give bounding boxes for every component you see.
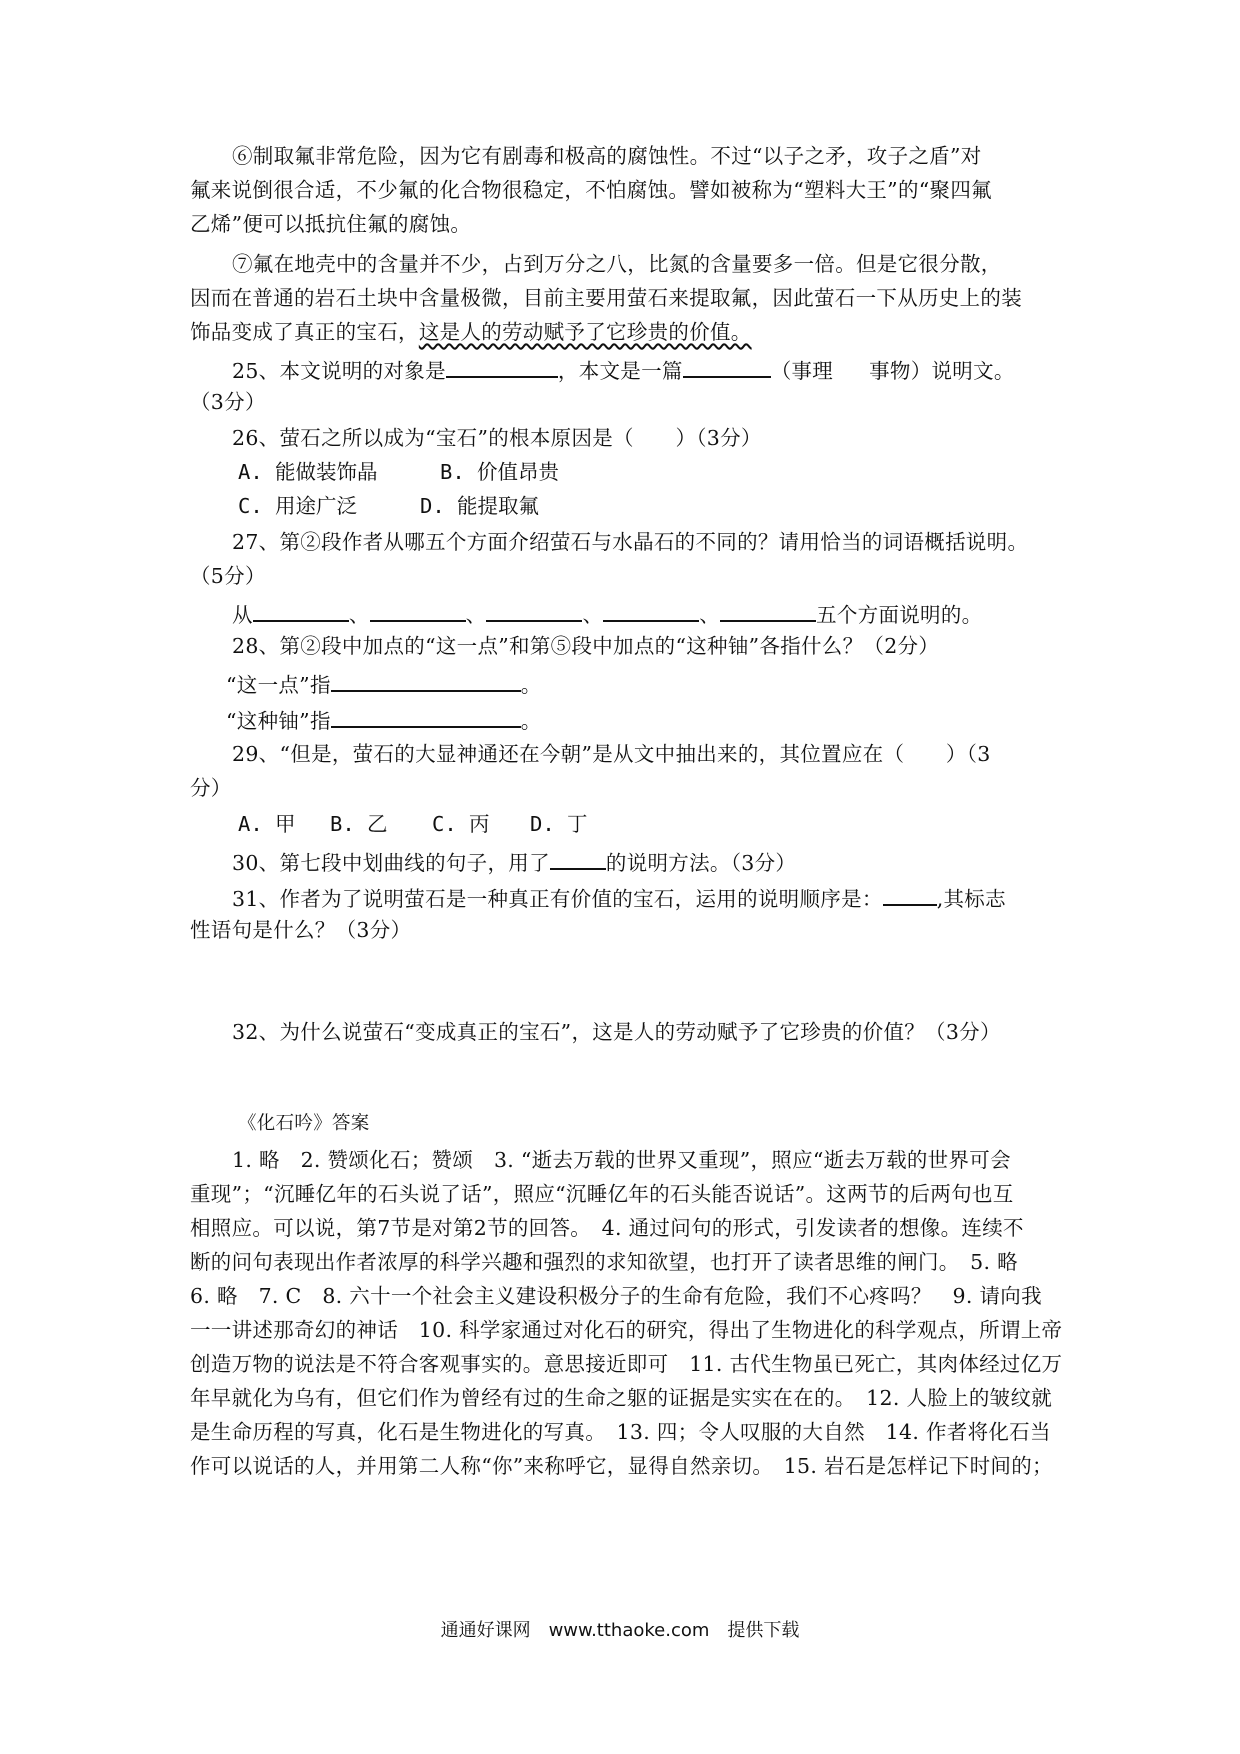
answers-line-1: 1. 略 2. 赞颂化石；赞颂 3. “逝去万载的世界又重现”，照应“逝去万载的世界可会: [232, 1148, 1011, 1172]
q26-option-c[interactable]: C. 用途广泛: [238, 494, 358, 518]
q29-option-b[interactable]: B. 乙: [330, 812, 388, 836]
answers-line-6: 一一讲述那奇幻的神话 10. 科学家通过对化石的研究，得出了生物进化的科学观点，所谓上帝: [190, 1318, 1063, 1342]
answers-line-3: 相照应。可以说，第7节是对第2节的回答。 4. 通过问句的形式，引发读者的想像。连续不: [190, 1216, 1024, 1240]
question-31-cont: 性语句是什么？（3分）: [190, 918, 412, 942]
passage-p6-line-3: 乙烯”便可以抵抗住氟的腐蚀。: [190, 212, 472, 236]
answers-line-9: 是生命历程的写真，化石是生物进化的写真。 13. 四；令人叹服的大自然 14. 作者将化石当: [190, 1420, 1051, 1444]
answers-line-5: 6. 略 7. C 8. 六十一个社会主义建设积极分子的生命有危险，我们不心疼吗？ 9. 请向我: [190, 1284, 1042, 1308]
answer-blank[interactable]: [550, 846, 606, 870]
question-29-score: 分）: [190, 776, 232, 800]
answers-title: 《化石吟》答案: [238, 1113, 370, 1134]
answers-line-2: 重现”；“沉睡亿年的石头说了话”，照应“沉睡亿年的石头能否说话”。这两节的后两句也互: [190, 1182, 1014, 1206]
answers-line-7: 创造万物的说法是不符合客观事实的。意思接近即可 11. 古代生物虽已死亡，其肉体经过亿万: [190, 1352, 1063, 1376]
question-25: 25、本文说明的对象是 ，本文是一篇 （事理 事物）说明文。: [232, 354, 1072, 385]
question-31: 31、作者为了说明萤石是一种真正有价值的宝石，运用的说明顺序是： ,其标志: [232, 882, 1072, 913]
question-27-score: （5分）: [190, 564, 266, 588]
page-footer: 通通好课网 www.tthaoke.com 提供下载: [440, 1620, 800, 1641]
question-30: 30、第七段中划曲线的句子，用了 的说明方法。（3分）: [232, 846, 1072, 877]
passage-p7-line-3: 饰品变成了真正的宝石，这是人的劳动赋予了它珍贵的价值。: [190, 320, 752, 344]
answers-line-4: 断的问句表现出作者浓厚的科学兴趣和强烈的求知欲望，也打开了读者思维的闸门。 5. 略: [190, 1250, 1018, 1274]
q26-option-b[interactable]: B. 价值昂贵: [440, 460, 560, 484]
q26-option-d[interactable]: D. 能提取氟: [420, 494, 540, 518]
answer-blank[interactable]: [486, 598, 582, 622]
question-32: 32、为什么说萤石“变成真正的宝石”，这是人的劳动赋予了它珍贵的价值？（3分）: [232, 1020, 1001, 1044]
question-26: 26、萤石之所以成为“宝石”的根本原因是（ ）（3分）: [232, 426, 762, 450]
passage-p6-line-1: ⑥制取氟非常危险，因为它有剧毒和极高的腐蚀性。不过“以子之矛，攻子之盾”对: [232, 144, 982, 168]
passage-p7-line-2: 因而在普通的岩石土块中含量极微，目前主要用萤石来提取氟，因此萤石一下从历史上的装: [190, 286, 1022, 310]
question-28-b: “这种铀”指 。: [226, 704, 1106, 735]
answer-blank[interactable]: [370, 598, 466, 622]
passage-p6-line-2: 氟来说倒很合适，不少氟的化合物很稳定，不怕腐蚀。譬如被称为“塑料大王”的“聚四氟: [190, 178, 992, 202]
answers-line-8: 年早就化为乌有，但它们作为曾经有过的生命之躯的证据是实实在在的。 12. 人脸上的皱纹就: [190, 1386, 1053, 1410]
question-27-blanks: 从 、 、 、 、 五个方面说明的。: [232, 598, 1072, 629]
answer-blank[interactable]: [331, 704, 521, 728]
answer-blank[interactable]: [446, 354, 558, 378]
q29-option-c[interactable]: C. 丙: [432, 812, 490, 836]
q26-option-a[interactable]: A. 能做装饰晶: [238, 460, 378, 484]
answer-blank[interactable]: [253, 598, 349, 622]
question-28-a: “这一点”指 。: [226, 668, 1106, 699]
answer-blank[interactable]: [603, 598, 699, 622]
answer-blank[interactable]: [331, 668, 521, 692]
question-28: 28、第②段中加点的“这一点”和第⑤段中加点的“这种铀”各指什么？（2分）: [232, 634, 940, 658]
question-29: 29、“但是，萤石的大显神通还在今朝”是从文中抽出来的，其位置应在（ ）（3: [232, 742, 991, 766]
question-25-score: （3分）: [190, 390, 266, 414]
q29-option-d[interactable]: D. 丁: [530, 812, 588, 836]
q29-option-a[interactable]: A. 甲: [238, 812, 296, 836]
passage-p7-line-1: ⑦氟在地壳中的含量并不少，占到万分之八，比氮的含量要多一倍。但是它很分散，: [232, 252, 1002, 276]
answer-blank[interactable]: [683, 354, 771, 378]
answers-line-10: 作可以说话的人，并用第二人称“你”来称呼它，显得自然亲切。 15. 岩石是怎样记下时间的；: [190, 1454, 1053, 1478]
answer-blank[interactable]: [720, 598, 816, 622]
answer-blank[interactable]: [883, 882, 937, 906]
wavy-underlined-sentence: 这是人的劳动赋予了它珍贵的价值。: [418, 320, 752, 344]
question-27: 27、第②段作者从哪五个方面介绍萤石与水晶石的不同的？请用恰当的词语概括说明。: [232, 530, 1029, 554]
